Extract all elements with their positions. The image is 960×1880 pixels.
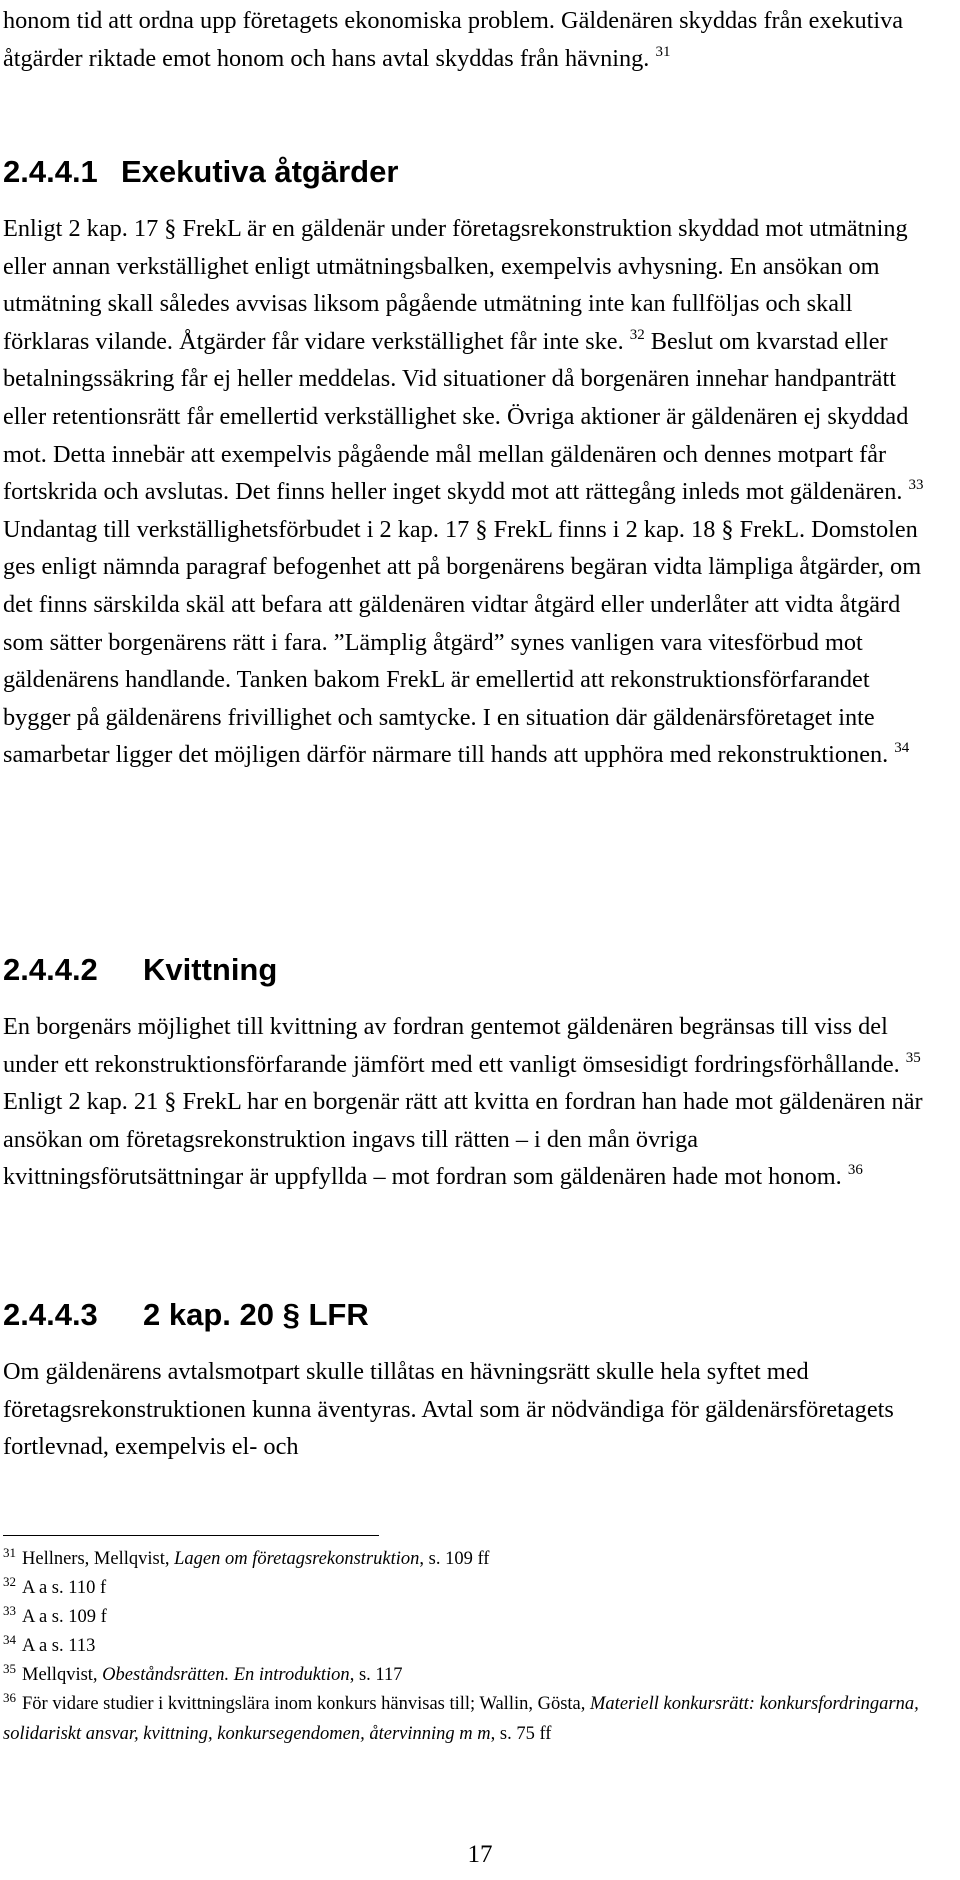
footnote-number: 34 <box>3 1632 16 1647</box>
section-heading-lfr <box>3 1295 369 1335</box>
footnote-number: 32 <box>3 1574 16 1589</box>
footnote-number: 35 <box>3 1661 16 1676</box>
footnote-34: $^{34}$ A a s. 113 <box>3 1632 96 1656</box>
footnote-ref[interactable]: 35 <box>905 1049 921 1066</box>
footnote-ref[interactable]: 36 <box>847 1162 863 1179</box>
section-title: Exekutiva åtgärder <box>121 154 399 189</box>
section-title: 2 kap. 20 § LFR <box>143 1297 369 1332</box>
section-title: Kvittning <box>143 952 278 987</box>
footnote-number: 33 <box>3 1603 16 1618</box>
footnote-ref[interactable]: 31 <box>655 43 671 60</box>
section-heading-exekutiva <box>3 152 398 192</box>
footnote-ref[interactable]: 33 <box>908 477 924 494</box>
paragraph-exekutiva: Enligt 2 kap. 17 § FrekL är en gäldenär under företagsrekonstruktion skyddad mot utmätning eller annan verkställighet enligt utmätningsbalken, exempelvis avhysning. En ansökan om utmätning skall således avvisas liksom pågående utmätning inte kan fullföljas och skall förklaras vilande. Åtgärder får vidare verkställighet får inte ske. $^{32}$ Beslut om kvarstad eller betalningssäkring får ej heller meddelas. Vid situationer då borgenären innehar handpanträtt eller retentionsrätt får emellertid verkställighet ske. Övriga aktioner är gäldenären ej skyddad mot. Detta innebär att exempelvis pågående mål mellan gäldenären och dennes motpart får fortskrida och avslutas. Det finns heller inget skydd mot att rättegång inleds mot gäldenären. $^{33}$ Undantag till verkställighetsförbudet i 2 kap. 17 § FrekL finns i 2 kap. 18 § FrekL. Domstolen ges enligt nämnda paragraf befogenhet att på borgenärens begäran vidta lämpliga åtgärder, om det finns särskilda skäl att befara att gäldenären vidtar åtgärd eller underlåter att vidta åtgärd som sätter borgenärens rätt i fara. ”Lämplig åtgärd” synes vanligen vara vitesförbud mot gäldenärens handlande. Tanken bakom FrekL är emellertid att rekonstruktionsförfarandet bygger på gäldenärens frivillighet och samtycke. I en situation där gäldenärsföretaget inte samarbetar ligger det möjligen därför närmare till hands att upphöra med rekonstruktionen. $^{34}$ <box>3 215 924 769</box>
paragraph-lfr: Om gäldenärens avtalsmotpart skulle tillåtas en hävningsrätt skulle hela syftet med företagsrekonstruktionen kunna äventyras. Avtal som är nödvändiga för gäldenärsföretagets fortlevnad, exempelvis el- och <box>3 1358 894 1461</box>
footnote-33: $^{33}$ A a s. 109 f <box>3 1603 107 1627</box>
paragraph-kvittning: En borgenärs möjlighet till kvittning av fordran gentemot gäldenären begränsas till viss del under ett rekonstruktionsförfarande jämfört med ett vanligt ömsesidigt fordringsförhållande. $^{35}$ Enligt 2 kap. 21 § FrekL har en borgenär rätt att kvitta en fordran han hade mot gäldenären när ansökan om företagsrekonstruktion ingavs till rätten – i den mån övriga kvittningsförutsättningar är uppfyllda – mot fordran som gäldenären hade mot honom. $^{36}$ <box>3 1013 923 1191</box>
footnote-separator <box>3 1535 379 1536</box>
page-number: 17 <box>467 1841 493 1868</box>
footnote-31: $^{31}$ Hellners, Mellqvist, Lagen om företagsrekonstruktion, s. 109 ff <box>3 1545 490 1569</box>
section-number: 2.4.4.2 <box>3 952 98 987</box>
section-heading-kvittning <box>3 950 277 990</box>
paragraph-intro: honom tid att ordna upp företagets ekonomiska problem. Gäldenären skyddas från exekutiva åtgärder riktade emot honom och hans avtal skyddas från hävning. $^{31}$ <box>3 7 904 72</box>
footnote-35: $^{35}$ Mellqvist, Obeståndsrätten. En introduktion, s. 117 <box>3 1661 403 1685</box>
footnote-36: $^{36}$ För vidare studier i kvittningslära inom konkurs hänvisas till; Wallin, Gösta, Materiell konkursrätt: konkursfordringarna, solidariskt ansvar, kvittning, konkursegendomen, återvinning m m, s. 75 ff <box>3 1690 919 1744</box>
footnote-number: 36 <box>3 1690 16 1705</box>
footnote-32: $^{32}$ A a s. 110 f <box>3 1574 107 1598</box>
footnote-number: 31 <box>3 1545 16 1560</box>
section-number: 2.4.4.1 <box>3 154 98 189</box>
footnote-ref[interactable]: 34 <box>894 740 910 757</box>
section-number: 2.4.4.3 <box>3 1297 98 1332</box>
footnote-ref[interactable]: 32 <box>629 326 645 343</box>
